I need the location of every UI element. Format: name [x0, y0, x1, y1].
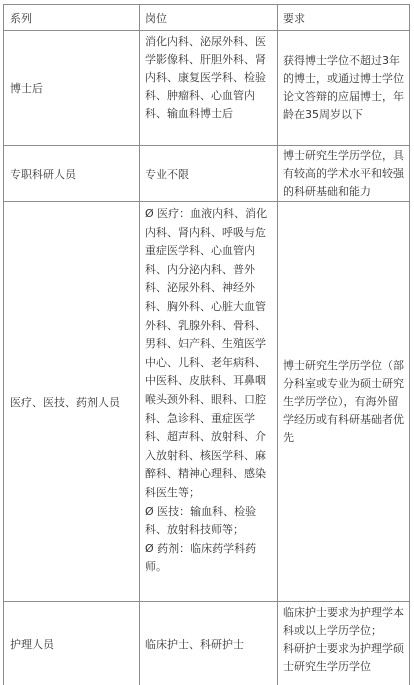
requirements-text: 获得博士学位不超过3年的博士，或通过博士学位论文答辩的应届博士，年龄在35周岁以下	[283, 54, 404, 121]
requirements-text: 博士研究生学历学位，具有较高的学术水平和较强的科研基础和能力	[283, 148, 404, 198]
header-series	[4, 5, 139, 30]
requirement-item-clinical: 临床护士要求为护理学本科或以上学历学位；	[283, 606, 404, 637]
header-position	[140, 5, 277, 30]
row-postdoc-series	[4, 31, 139, 145]
row-medical-requirements	[278, 202, 409, 601]
row-medical-positions	[140, 202, 277, 601]
row-postdoc-requirements	[278, 31, 409, 145]
row-research-series	[4, 146, 139, 201]
header-requirements-label: 要求	[283, 11, 305, 25]
series-label: 医疗、医技、药剂人员	[10, 395, 120, 409]
positions-text: 临床护士、科研护士	[145, 637, 244, 651]
positions-text: 专业不限	[145, 167, 189, 181]
requirements-text: 博士研究生学历学位（部分科室或专业为硕士研究生学历学位），有海外留学经历或有科研基础者优先	[283, 358, 404, 444]
header-position-label: 岗位	[145, 11, 167, 25]
row-nursing-requirements	[278, 602, 409, 685]
series-label: 护理人员	[10, 637, 54, 651]
positions-text: 消化内科、泌尿外科、医学影像科、肝胆外科、肾内科、康复医学科、检验科、肿瘤科、心血管内科、输血科博士后	[145, 35, 266, 120]
header-series-label: 系列	[10, 11, 32, 25]
row-medical-series	[4, 202, 139, 601]
row-research-positions	[140, 146, 277, 201]
position-group-medical: Ø 医疗：血液内科、消化内科、肾内科、呼吸与危重症医学科、心血管内科、内分泌内科、普外科、泌尿外科、神经外科、胸外科、心脏大血管外科、乳腺外科、骨科、男科、妇产科、生殖医学中心、儿科、老年病科、中医科、皮肤科、耳鼻咽喉头颈外科、眼科、口腔科、急诊科、重症医学科、超声科、放射科、介入放射科、核医学科、麻醉科、精神心理科、感染科医生等；	[145, 207, 268, 499]
row-postdoc-positions	[140, 31, 277, 145]
series-label: 博士后	[10, 82, 43, 95]
position-group-technician: Ø 医技：输血科、检验科、放射科技师等；	[145, 504, 257, 537]
series-label: 专职科研人员	[10, 167, 76, 181]
row-nursing-positions	[140, 602, 277, 685]
row-nursing-series	[4, 602, 139, 685]
row-research-requirements	[278, 146, 409, 201]
requirement-item-research: 科研护士要求为护理学硕士研究生学历学位	[283, 642, 404, 673]
header-requirements	[278, 5, 409, 30]
position-group-pharmacy: Ø 药剂：临床药学科药师。	[145, 541, 257, 574]
